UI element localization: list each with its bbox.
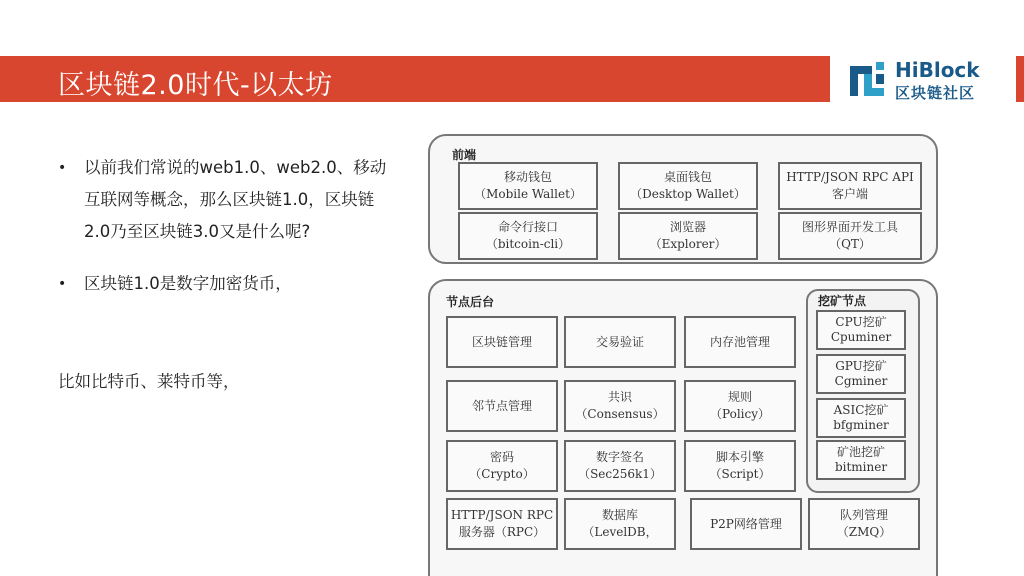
box-subtitle: （QT） xyxy=(829,237,871,251)
box-title: 脚本引擎 xyxy=(715,450,764,464)
box-title: 队列管理 xyxy=(839,508,888,522)
box-title: 桌面钱包 xyxy=(663,170,712,184)
queue-box xyxy=(808,498,920,550)
asic-mining-box xyxy=(816,398,906,438)
accent-bar xyxy=(1016,56,1024,102)
bullet-list xyxy=(58,152,388,300)
box-title: 矿池挖矿 xyxy=(836,445,885,459)
bullet-marker: • xyxy=(58,276,67,292)
box-title: CPU挖矿 xyxy=(835,315,887,329)
database-box xyxy=(564,498,676,550)
script-engine-box xyxy=(684,440,796,492)
cpu-mining-box xyxy=(816,310,906,350)
box-subtitle: （Script） xyxy=(709,467,771,481)
box-title: P2P网络管理 xyxy=(710,516,782,531)
mobile-wallet-box xyxy=(458,162,598,210)
bullet-item xyxy=(58,152,388,248)
plain-text: 比如比特币、莱特币等， xyxy=(58,372,240,391)
box-title: HTTP/JSON RPC xyxy=(450,508,554,522)
box-subtitle: （Crypto） xyxy=(469,467,535,481)
architecture-diagram xyxy=(428,134,938,576)
blockchain-mgmt-box xyxy=(446,316,558,368)
box-subtitle: 客户端 xyxy=(831,187,868,201)
pool-mining-box xyxy=(816,440,906,480)
rpc-client-box xyxy=(778,162,922,210)
box-subtitle: bfgminer xyxy=(833,418,889,432)
logo-subtitle: 区块链社区 xyxy=(895,84,976,102)
peer-mgmt-box xyxy=(446,380,558,432)
logo-name: HiBlock xyxy=(895,58,980,82)
mining-label: 挖矿节点 xyxy=(818,294,867,308)
box-title: 共识 xyxy=(607,390,632,404)
box-title: 区块链管理 xyxy=(471,334,532,349)
slide-title: 区块链2.0时代-以太坊 xyxy=(58,70,333,101)
bullet-text: 以前我们常说的web1.0、web2.0、移动互联网等概念，那么区块链1.0，区块链2.0乃至区块链3.0又是什么呢? xyxy=(84,158,387,241)
bullet-item xyxy=(58,268,388,300)
policy-box xyxy=(684,380,796,432)
box-subtitle: Cpuminer xyxy=(830,330,892,344)
box-subtitle: （Policy） xyxy=(710,407,770,421)
hiblock-logo-icon xyxy=(848,60,888,100)
box-subtitle: （Consensus） xyxy=(575,407,665,421)
desktop-wallet-box xyxy=(618,162,758,210)
qt-box xyxy=(778,212,922,260)
box-subtitle: （Sec256k1） xyxy=(578,467,662,481)
explorer-box xyxy=(618,212,758,260)
p2p-box xyxy=(690,498,802,550)
bullet-marker: • xyxy=(58,160,67,176)
box-subtitle: 服务器（RPC） xyxy=(458,525,546,539)
box-subtitle: bitminer xyxy=(834,460,888,474)
box-title: HTTP/JSON RPC API xyxy=(786,170,914,184)
box-subtitle: （ZMQ） xyxy=(836,525,892,539)
bullet-text: 区块链1.0是数字加密货币， xyxy=(84,274,292,293)
box-title: 内存池管理 xyxy=(709,334,770,349)
tx-verify-box xyxy=(564,316,676,368)
box-title: 移动钱包 xyxy=(503,170,552,184)
box-title: 邻节点管理 xyxy=(471,398,532,413)
box-title: 规则 xyxy=(727,390,752,404)
box-subtitle: （Explorer） xyxy=(649,237,727,251)
bitcoin-cli-box xyxy=(458,212,598,260)
box-title: 浏览器 xyxy=(669,220,706,234)
box-title: 交易验证 xyxy=(595,334,644,349)
box-title: 数据库 xyxy=(601,508,638,522)
box-subtitle: Cgminer xyxy=(834,374,888,388)
signature-box xyxy=(564,440,676,492)
box-title: GPU挖矿 xyxy=(835,359,887,373)
mempool-box xyxy=(684,316,796,368)
box-subtitle: （bitcoin-cli） xyxy=(485,237,571,251)
box-title: 数字签名 xyxy=(595,450,644,464)
box-subtitle: （Mobile Wallet） xyxy=(474,187,582,201)
box-title: 密码 xyxy=(489,450,514,464)
rpc-server-box xyxy=(446,498,558,550)
crypto-box xyxy=(446,440,558,492)
box-title: ASIC挖矿 xyxy=(833,403,889,417)
backend-label: 节点后台 xyxy=(446,295,495,309)
box-title: 图形界面开发工具 xyxy=(801,220,898,234)
box-subtitle: （Desktop Wallet） xyxy=(630,187,746,201)
gpu-mining-box xyxy=(816,354,906,394)
frontend-label: 前端 xyxy=(452,148,477,162)
box-title: 命令行接口 xyxy=(497,220,558,234)
box-subtitle: （LevelDB， xyxy=(582,525,658,539)
consensus-box xyxy=(564,380,676,432)
